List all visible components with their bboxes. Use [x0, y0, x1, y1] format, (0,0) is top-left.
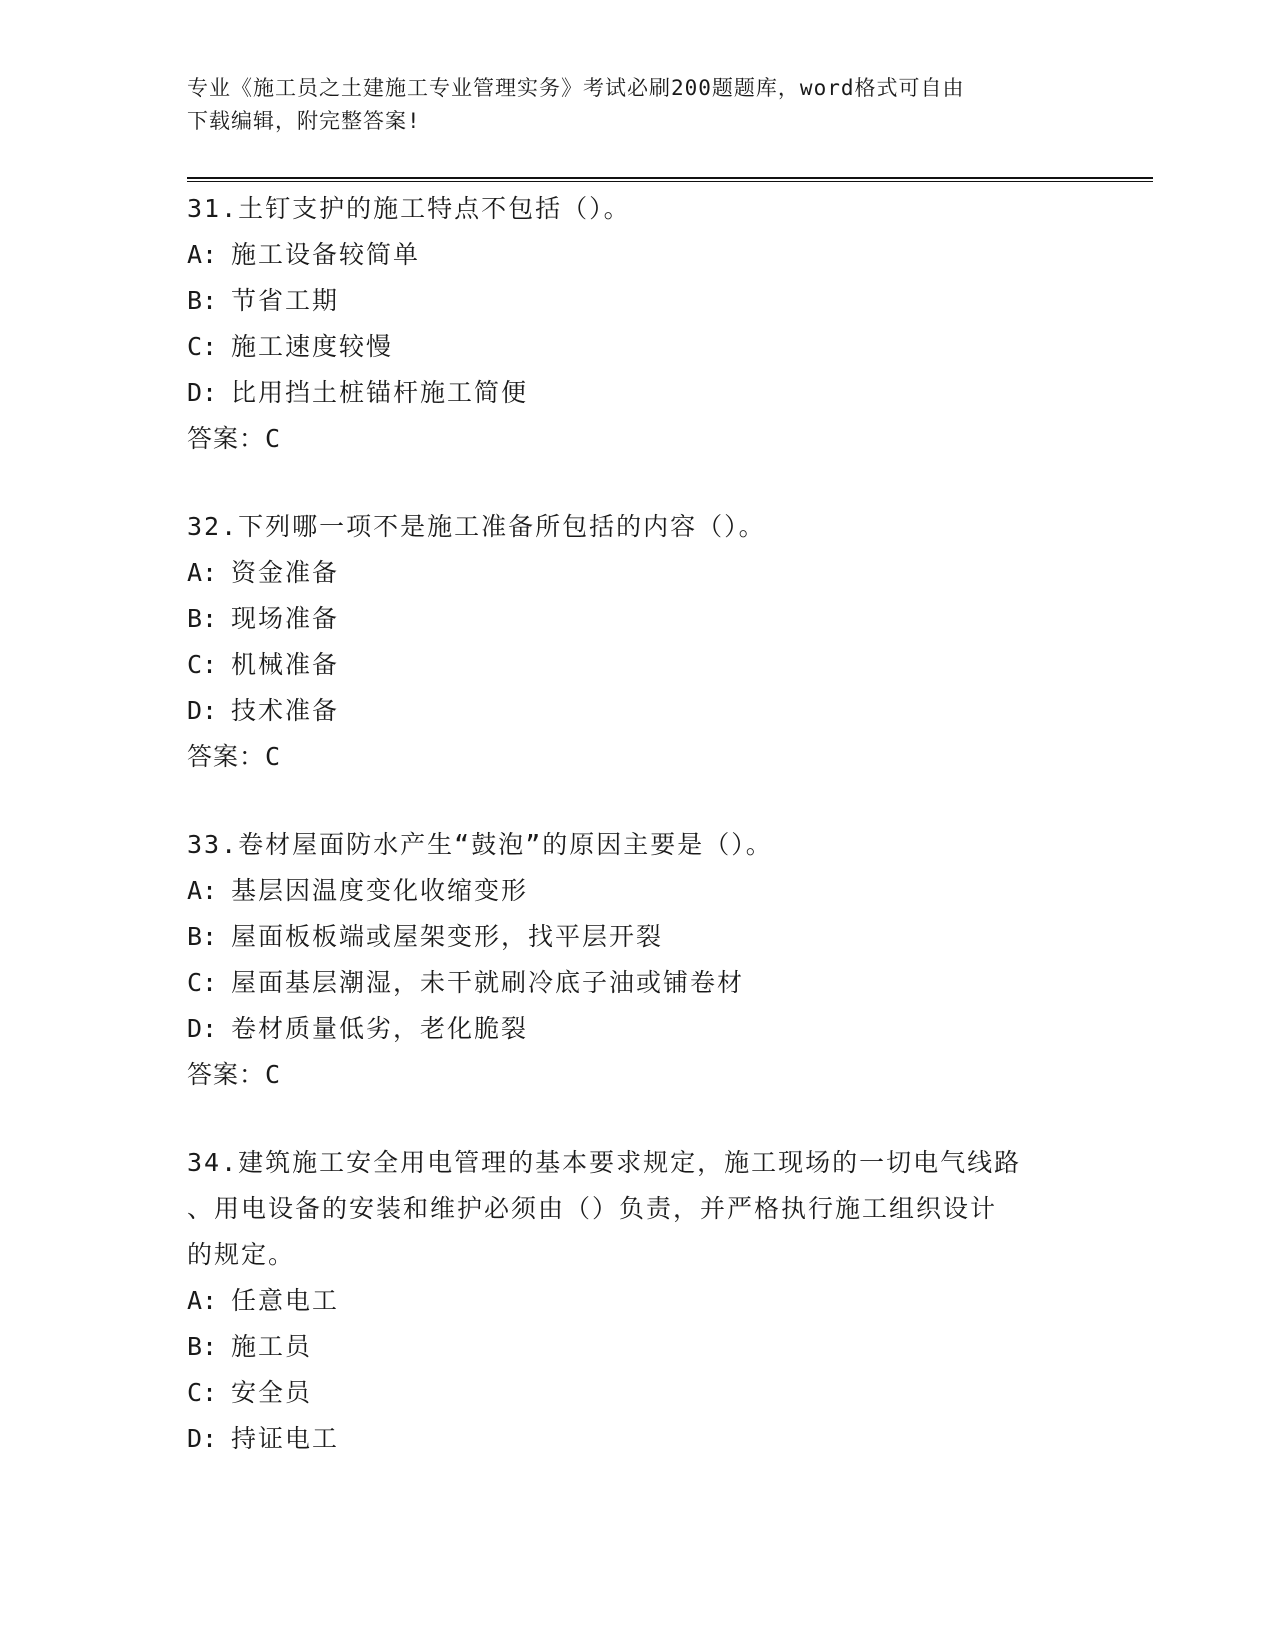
- option-text: 持证电工: [231, 1424, 340, 1453]
- option-key: A:: [187, 558, 218, 587]
- option-row: [187, 868, 1087, 914]
- option-row: [187, 232, 1087, 278]
- option-text: 技术准备: [231, 696, 340, 725]
- question-text-line: 33.卷材屋面防水产生“鼓泡”的原因主要是（）。: [187, 830, 773, 859]
- question-text: [187, 822, 1087, 868]
- question-text-line: 31.土钉支护的施工特点不包括（）。: [187, 194, 631, 223]
- question-block: [187, 822, 1087, 1098]
- question-text: [187, 504, 1087, 550]
- option-text: 比用挡土桩锚杆施工简便: [231, 378, 529, 407]
- option-text: 安全员: [231, 1378, 313, 1407]
- option-key: A:: [187, 1286, 218, 1315]
- question-block: [187, 1140, 1087, 1462]
- option-row: [187, 688, 1087, 734]
- option-key: C:: [187, 332, 218, 361]
- question-list: [187, 186, 1087, 1504]
- option-key: D:: [187, 1014, 218, 1043]
- option-text: 基层因温度变化收缩变形: [231, 876, 529, 905]
- header-line: 下载编辑，附完整答案!: [187, 109, 421, 133]
- option-text: 资金准备: [231, 558, 340, 587]
- option-text: 节省工期: [231, 286, 340, 315]
- option-row: [187, 1370, 1087, 1416]
- option-text: 施工速度较慢: [231, 332, 394, 361]
- answer-line: 答案：C: [187, 424, 282, 453]
- option-key: C:: [187, 650, 218, 679]
- option-text: 任意电工: [231, 1286, 340, 1315]
- question-block: [187, 504, 1087, 780]
- question-text: [187, 186, 1087, 232]
- option-key: B:: [187, 922, 218, 951]
- option-key: D:: [187, 378, 218, 407]
- option-text: 施工员: [231, 1332, 313, 1361]
- option-key: B:: [187, 1332, 218, 1361]
- option-row: [187, 914, 1087, 960]
- question-block: [187, 186, 1087, 462]
- option-row: [187, 642, 1087, 688]
- header-divider: [187, 177, 1153, 182]
- option-row: [187, 596, 1087, 642]
- option-text: 卷材质量低劣，老化脆裂: [231, 1014, 529, 1043]
- question-text-line: 、用电设备的安装和维护必须由（）负责，并严格执行施工组织设计: [187, 1194, 998, 1223]
- option-text: 屋面基层潮湿，未干就刷冷底子油或铺卷材: [231, 968, 745, 997]
- option-key: A:: [187, 240, 218, 269]
- option-row: [187, 370, 1087, 416]
- option-row: [187, 324, 1087, 370]
- option-key: B:: [187, 286, 218, 315]
- document-header: [187, 72, 1067, 138]
- question-text: [187, 1140, 1087, 1278]
- option-key: C:: [187, 1378, 218, 1407]
- option-text: 现场准备: [231, 604, 340, 633]
- option-text: 机械准备: [231, 650, 340, 679]
- option-text: 屋面板板端或屋架变形，找平层开裂: [231, 922, 664, 951]
- question-text-line: 34.建筑施工安全用电管理的基本要求规定，施工现场的一切电气线路: [187, 1148, 1022, 1177]
- option-row: [187, 960, 1087, 1006]
- option-row: [187, 278, 1087, 324]
- option-key: A:: [187, 876, 218, 905]
- question-text-line: 32.下列哪一项不是施工准备所包括的内容（）。: [187, 512, 766, 541]
- option-row: [187, 550, 1087, 596]
- option-row: [187, 1416, 1087, 1462]
- option-row: [187, 1324, 1087, 1370]
- option-key: B:: [187, 604, 218, 633]
- option-row: [187, 1006, 1087, 1052]
- answer-line: 答案：C: [187, 1060, 282, 1089]
- option-key: D:: [187, 696, 218, 725]
- answer-line: 答案：C: [187, 742, 282, 771]
- option-key: C:: [187, 968, 218, 997]
- option-text: 施工设备较简单: [231, 240, 421, 269]
- option-row: [187, 1278, 1087, 1324]
- question-text-line: 的规定。: [187, 1240, 296, 1269]
- option-key: D:: [187, 1424, 218, 1453]
- header-line: 专业《施工员之土建施工专业管理实务》考试必刷200题题库，word格式可自由: [187, 76, 965, 100]
